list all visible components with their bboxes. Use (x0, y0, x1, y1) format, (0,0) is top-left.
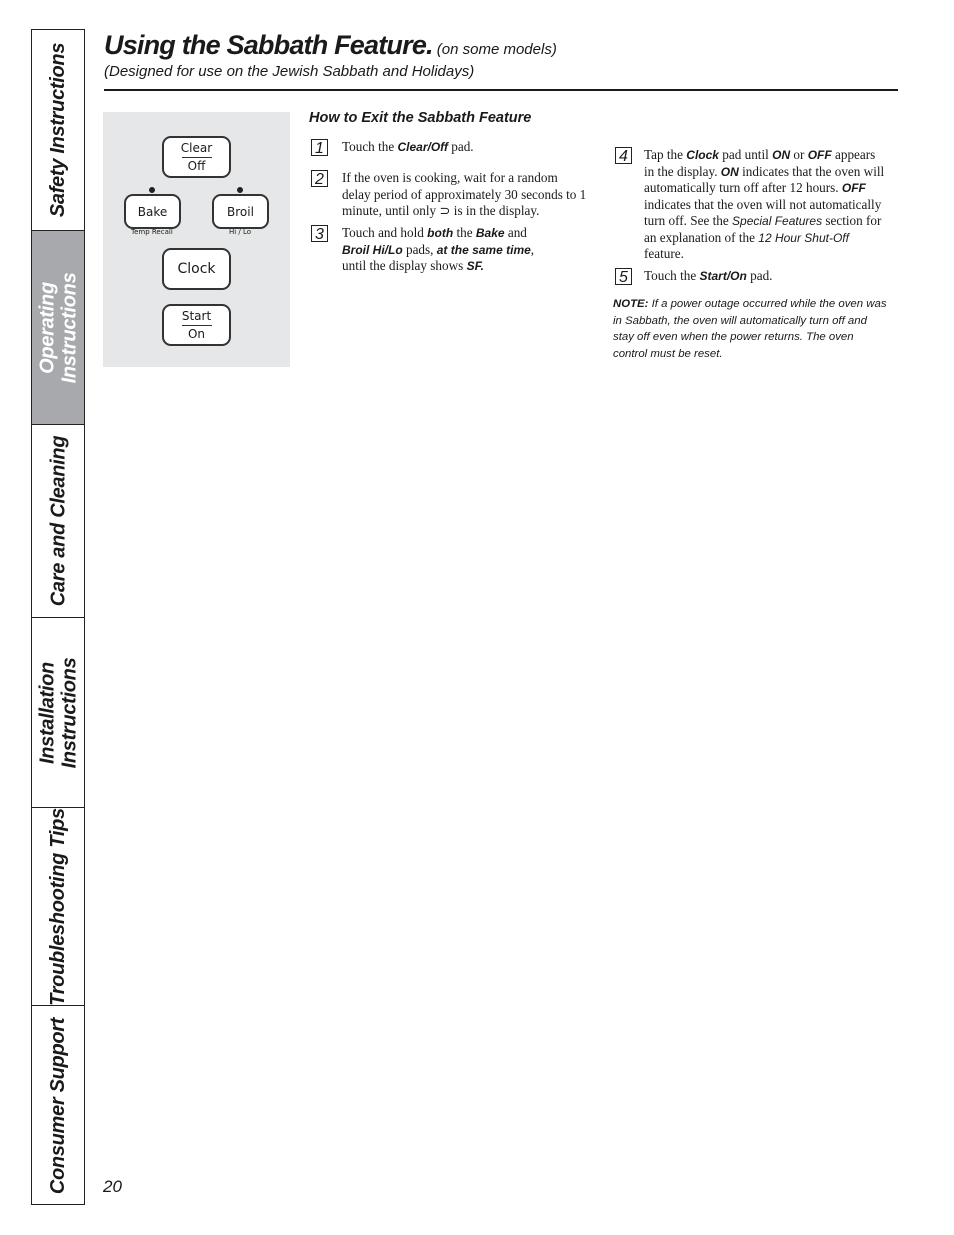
text: indicates that the oven will not automatically turn off. See the (644, 196, 882, 228)
tab-label (36, 272, 80, 383)
bold-text: Bake (475, 226, 505, 240)
bold-text: Start/On (699, 269, 747, 283)
bold-text: at the same time (436, 242, 531, 257)
tab-safety-instructions[interactable] (32, 30, 84, 231)
bold-text: ON (720, 164, 739, 179)
step-number: 2 (311, 170, 328, 187)
hi-lo-label: Hi / Lo (229, 228, 252, 236)
text: pads, (402, 241, 437, 257)
text: Tap the (644, 147, 687, 162)
pad-label: Broil (227, 204, 254, 219)
text: pad. (447, 139, 474, 154)
bold-text: ON (772, 148, 791, 162)
bold-text: SF. (466, 259, 484, 273)
tab-label-line2: Instructions (58, 272, 81, 383)
bold-text: Clock (686, 148, 719, 162)
broil-pad (212, 194, 269, 229)
page-subtitle: (Designed for use on the Jewish Sabbath and Holidays) (104, 63, 475, 80)
step-text (644, 147, 887, 263)
clock-pad (162, 248, 231, 290)
text: or (790, 147, 808, 162)
tab-consumer-support[interactable] (32, 1006, 84, 1206)
page-title (104, 30, 557, 61)
italic-text: Special Features (732, 214, 823, 228)
tab-label: Safety Instructions (47, 42, 69, 218)
tab-label (36, 657, 80, 768)
text: feature. (644, 246, 684, 261)
temp-recall-label: Temp Recall (131, 228, 173, 236)
bold-text: OFF (807, 148, 832, 162)
note-text: If a power outage occurred while the oven was in Sabbath, the oven will automatically turn off and stay off even when the power returns. The oven control must be reset. (613, 298, 887, 360)
title-note: (on some models) (436, 41, 557, 58)
text: Touch the (342, 139, 398, 154)
pad-divider (182, 325, 212, 326)
pad-top-label: Start (181, 308, 212, 323)
text: Touch and hold (342, 225, 428, 240)
bold-text: OFF (841, 181, 866, 195)
tab-label-line1: Operating (36, 281, 59, 374)
header-divider (104, 89, 898, 91)
title-text: Using the Sabbath Feature. (104, 30, 433, 60)
note-label: NOTE: (613, 298, 649, 310)
section-tabs (31, 29, 85, 1205)
tab-installation-instructions[interactable] (32, 618, 84, 808)
tab-label-line2: Instructions (58, 657, 81, 768)
clear-off-pad (162, 136, 231, 178)
text: the (453, 225, 476, 240)
text: and (504, 225, 527, 240)
bold-text: both (427, 226, 454, 240)
control-panel-illustration (103, 112, 290, 367)
start-on-pad (162, 304, 231, 346)
text: until the display shows (342, 258, 467, 273)
step-text (644, 268, 887, 285)
text: pad until (718, 147, 773, 162)
bake-indicator-dot (149, 187, 155, 193)
bold-text: Clear/Off (397, 140, 448, 154)
text: Touch the (644, 268, 700, 283)
step-text (342, 225, 588, 275)
bold-text: Broil Hi/Lo (342, 242, 403, 257)
tab-label: Troubleshooting Tips (47, 808, 70, 1006)
italic-text: 12 Hour Shut-Off (758, 230, 849, 245)
broil-indicator-dot (237, 187, 243, 193)
pad-label: Bake (137, 204, 168, 219)
step-text (342, 139, 592, 156)
pad-bottom-label: On (187, 326, 206, 341)
tab-troubleshooting-tips[interactable] (32, 808, 84, 1006)
step-number: 3 (311, 225, 328, 242)
text: pad. (746, 268, 773, 283)
step-number: 5 (615, 268, 632, 285)
tab-label: Consumer Support (47, 1017, 70, 1195)
pad-label: Clock (177, 261, 216, 277)
power-outage-note (613, 296, 888, 362)
tab-care-and-cleaning[interactable] (32, 425, 84, 618)
text: section for an explanation of the (644, 213, 882, 245)
section-heading: How to Exit the Sabbath Feature (309, 110, 532, 126)
text: indicates that the oven will automatically turn off after 12 hours. (644, 163, 885, 195)
pad-top-label: Clear (180, 140, 213, 155)
tab-operating-instructions[interactable] (32, 231, 84, 425)
step-number: 1 (311, 139, 328, 156)
tab-label: Care and Cleaning (47, 435, 69, 607)
bake-pad (124, 194, 181, 229)
text: appears in the display. (644, 147, 876, 179)
pad-bottom-label: Off (187, 158, 206, 173)
pad-divider (182, 157, 212, 158)
tab-label-line1: Installation (36, 661, 59, 764)
page-number: 20 (103, 1177, 122, 1196)
step-text: If the oven is cooking, wait for a random delay period of approximately 30 seconds to 1 minute, until only ⊃ is in the display. (342, 170, 587, 218)
step-number: 4 (615, 147, 632, 164)
text: , (530, 241, 535, 257)
